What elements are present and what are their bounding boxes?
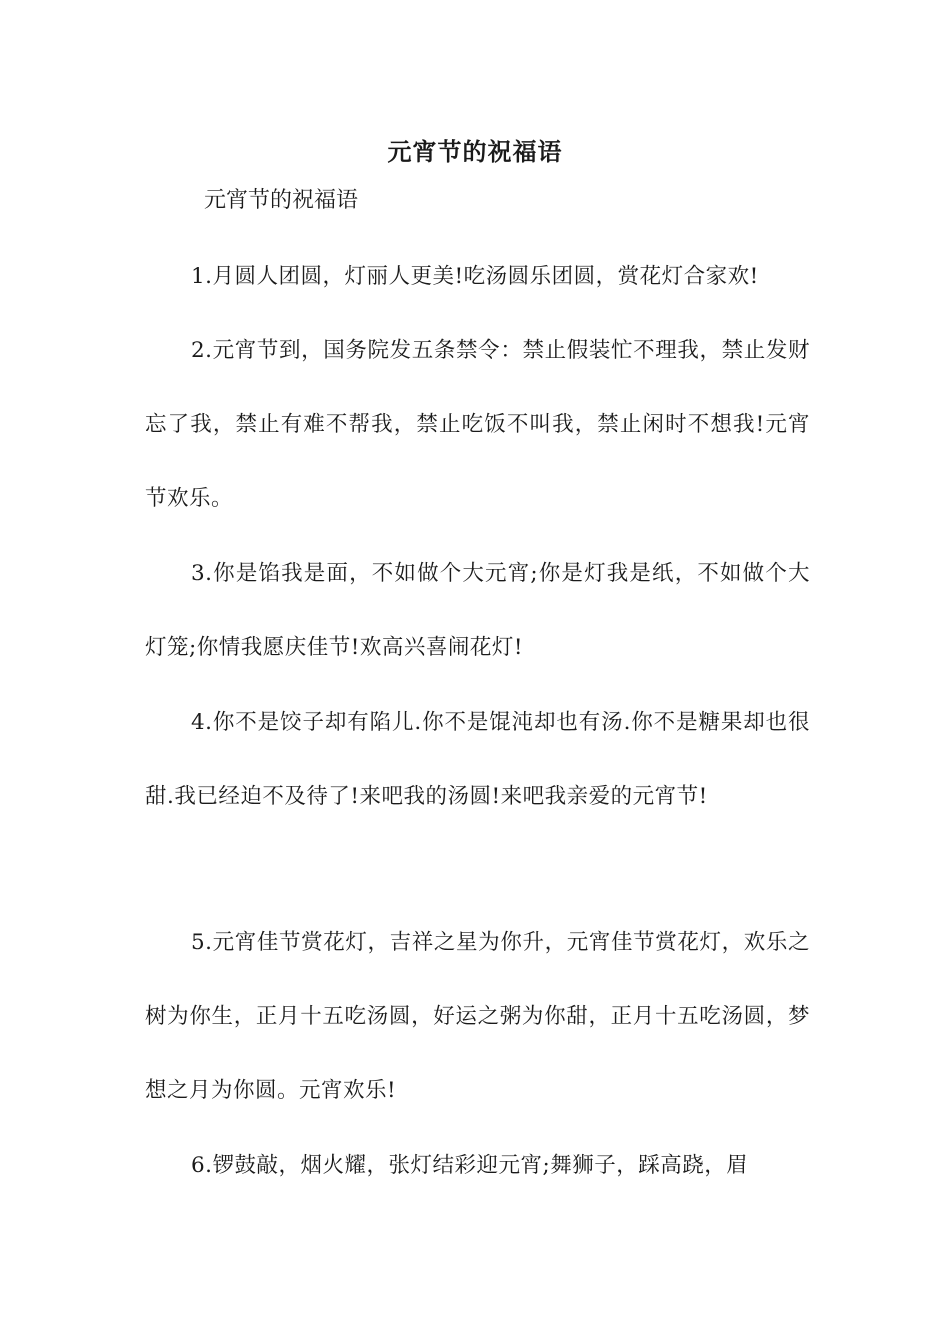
document-title: 元宵节的祝福语 [387, 137, 563, 166]
paragraph-6: 6.锣鼓敲，烟火耀，张灯结彩迎元宵;舞狮子，踩高跷，眉 [191, 1153, 749, 1178]
paragraph-1: 1.月圆人团圆，灯丽人更美!吃汤圆乐团圆，赏花灯合家欢! [191, 264, 759, 289]
paragraph-3: 3.你是馅我是面，不如做个大元宵;你是灯我是纸，不如做个大灯笼;你情我愿庆佳节!欢高兴喜闹花灯! [145, 561, 810, 660]
document-subtitle: 元宵节的祝福语 [204, 188, 359, 213]
paragraph-4: 4.你不是饺子却有陷儿.你不是馄沌却也有汤.你不是糖果却也很甜.我已经迫不及待了!来吧我的汤圆!来吧我亲爱的元宵节! [145, 710, 810, 809]
paragraph-2: 2.元宵节到，国务院发五条禁令：禁止假装忙不理我，禁止发财忘了我，禁止有难不帮我，禁止吃饭不叫我，禁止闲时不想我!元宵节欢乐。 [145, 338, 810, 511]
paragraph-5: 5.元宵佳节赏花灯，吉祥之星为你升，元宵佳节赏花灯，欢乐之树为你生，正月十五吃汤圆，好运之粥为你甜，正月十五吃汤圆，梦想之月为你圆。元宵欢乐! [145, 930, 810, 1103]
